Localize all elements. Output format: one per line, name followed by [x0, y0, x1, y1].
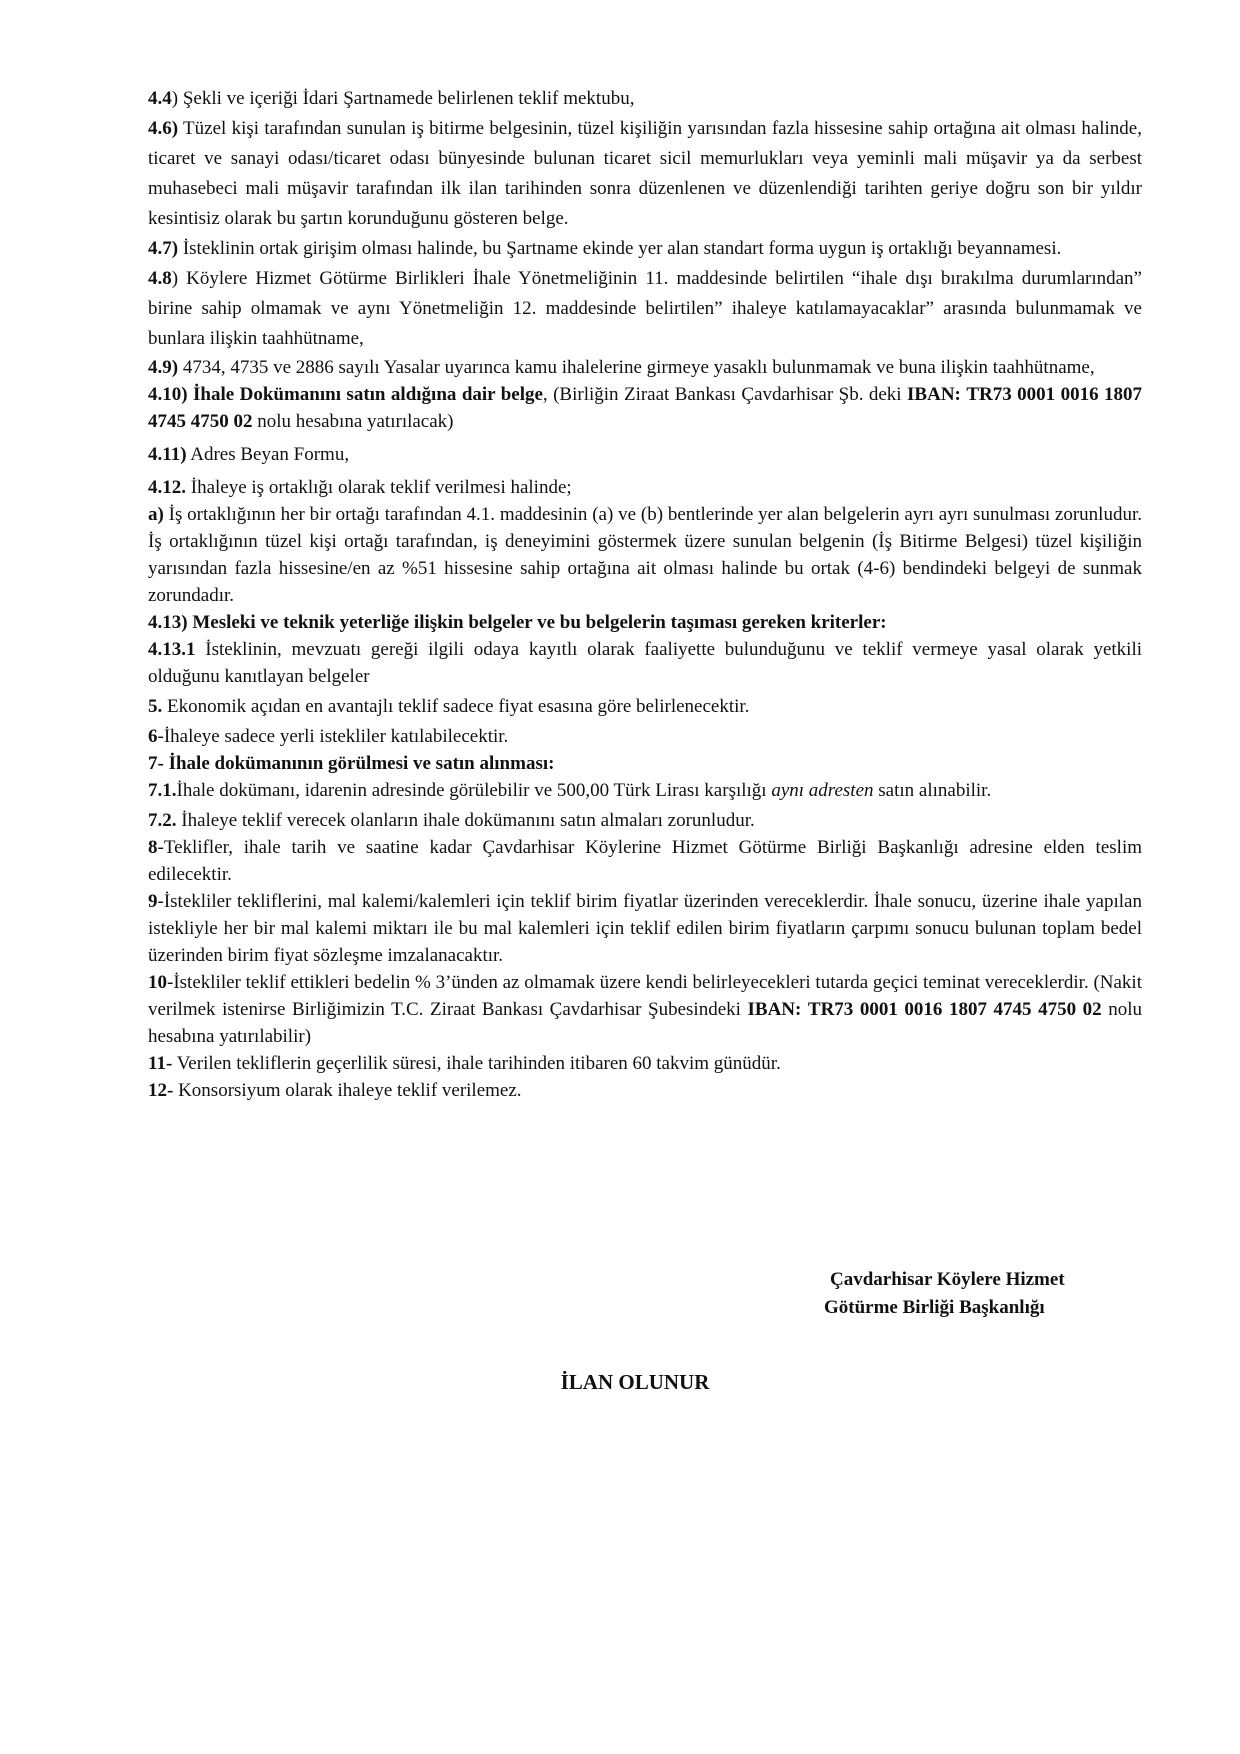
- item-text: İş ortaklığının her bir ortağı tarafından 4.1. maddesinin (a) ve (b) bentlerinde yer alan belgelerin ayrı ayrı sunulması zorunludur. İş ortaklığının tüzel kişi ortağı tarafından, iş deneyimini göstermek üzere sunulan belgenin (İş Bitirme Belgesi) tüzel kişiliğin yarısından fazla hissesine/en az %51 hissesine sahip ortağına ait olması halinde bu ortak (4-6) bendindeki belgeyi de sunmak zorundadır.: [148, 504, 1142, 606]
- item-italic-text: aynı adresten: [771, 780, 874, 801]
- item-number: 4.8: [148, 268, 172, 289]
- document-body: [148, 84, 1142, 1104]
- item-number: 11-: [148, 1053, 173, 1074]
- item-text: -İstekliler teklif ettikleri bedelin % 3’ünden az olmamak üzere kendi belirleyecekleri tutarda geçici teminat vereceklerdir. (Nakit verilmek istenirse Birliğimizin T.C. Ziraat Bankası Çavdarhisar Şubesindeki: [148, 972, 1142, 1020]
- item-4-11: [148, 441, 1142, 468]
- item-bold-text: 7- İhale dokümanının görülmesi ve satın alınması:: [148, 753, 555, 774]
- item-number: a): [148, 504, 164, 525]
- item-text: Konsorsiyum olarak ihaleye teklif verilemez.: [173, 1080, 522, 1101]
- item-number: 8: [148, 837, 158, 858]
- item-text: 4734, 4735 ve 2886 sayılı Yasalar uyarınca kamu ihalelerine girmeye yasaklı bulunmamak ve buna ilişkin taahhütname,: [178, 357, 1095, 378]
- item-number: 4.12.: [148, 477, 186, 498]
- item-text: Tüzel kişi tarafından sunulan iş bitirme belgesinin, tüzel kişiliğin yarısından fazla hissesine sahip ortağına ait olması halinde, ticaret ve sanayi odası/ticaret odası bünyesinde bulunan ticaret sicil memurlukları veya yeminli mali müşavir ya da serbest muhasebeci mali müşavir tarafından ilk ilan tarihinden sonra düzenlenen ve düzenlendiği tarihten geriye doğru son bir yıldır kesintisiz olarak bu şartın korunduğunu gösteren belge.: [148, 118, 1142, 229]
- item-4-7: [148, 234, 1142, 264]
- item-text: Verilen tekliflerin geçerlilik süresi, ihale tarihinden itibaren 60 takvim günüdür.: [172, 1053, 781, 1074]
- item-7-1: [148, 777, 1142, 804]
- item-number: 4.13.1: [148, 639, 196, 660]
- item-4-4: [148, 84, 1142, 114]
- item-text: İsteklinin ortak girişim olması halinde, bu Şartname ekinde yer alan standart forma uygun iş ortaklığı beyannamesi.: [178, 238, 1062, 259]
- item-4-9: [148, 354, 1142, 381]
- item-text: Ekonomik açıdan en avantajlı teklif sadece fiyat esasına göre belirlenecektir.: [162, 696, 750, 717]
- item-text: Adres Beyan Formu,: [186, 444, 350, 465]
- item-number: 4.9): [148, 357, 179, 378]
- item-10: [148, 969, 1142, 1050]
- item-text: ) Şekli ve içeriği İdari Şartnamede belirlenen teklif mektubu,: [171, 88, 635, 109]
- item-number: 12-: [148, 1080, 174, 1101]
- item-number: 6: [148, 726, 158, 747]
- iban-label: IBAN:: [747, 999, 802, 1020]
- item-tail: satın alınabilir.: [873, 780, 992, 801]
- item-number: 9: [148, 891, 158, 912]
- item-number: 10: [148, 972, 167, 993]
- item-9: [148, 888, 1142, 969]
- item-number: 4.7): [148, 238, 179, 259]
- item-number: 4.11): [148, 444, 187, 465]
- item-text: İsteklinin, mevzuatı gereği ilgili odaya kayıtlı olarak faaliyette bulunduğunu ve teklif vermeye yasal olarak yetkili olduğunu kanıtlayan belgeler: [148, 639, 1142, 687]
- item-4-12: [148, 474, 1142, 501]
- item-number: 5.: [148, 696, 163, 717]
- item-4-10: [148, 381, 1142, 435]
- item-4-13-1: [148, 636, 1142, 690]
- item-text: -İstekliler tekliflerini, mal kalemi/kalemleri için teklif birim fiyatlar üzerinden vereceklerdir. İhale sonucu, üzerine ihale yapılan istekliyle her bir mal kalemi miktarı ile bu mal kalemleri için teklif edilen birim fiyatların çarpımı sonucu bulunan toplam bedel üzerinden birim fiyat sözleşme imzalanacaktır.: [148, 891, 1142, 966]
- item-text: İhale dokümanı, idarenin adresinde görülebilir ve 500,00 Türk Lirası karşılığı: [176, 780, 772, 801]
- item-text: İhaleye teklif verecek olanların ihale dokümanını satın almaları zorunludur.: [176, 810, 755, 831]
- item-6: [148, 723, 1142, 750]
- item-text: -Teklifler, ihale tarih ve saatine kadar Çavdarhisar Köylerine Hizmet Götürme Birliği Başkanlığı adresine elden teslim edilecektir.: [148, 837, 1142, 885]
- item-number: 7.2.: [148, 810, 177, 831]
- item-text: -İhaleye sadece yerli istekliler katılabilecektir.: [157, 726, 509, 747]
- item-tail: nolu hesabına yatırılabilir): [148, 999, 1143, 1047]
- item-12: [148, 1077, 1142, 1104]
- item-number: 4.4: [148, 88, 172, 109]
- item-number: 7.1.: [148, 780, 177, 801]
- item-4-13-heading: [148, 609, 1142, 636]
- item-a: [148, 501, 1142, 609]
- item-number: 4.10): [148, 384, 188, 405]
- item-text: ) Köylere Hizmet Götürme Birlikleri İhale Yönetmeliğinin 11. maddesinde belirtilen “ihale dışı bırakılma durumlarından” birine sahip olmamak ve aynı Yönetmeliğin 12. maddesinde belirtilen” ihaleye katılamayacaklar” arasında bulunmamak ve bunlara ilişkin taahhütname,: [148, 268, 1142, 349]
- iban-number: TR73 0001 0016 1807 4745 4750 02: [148, 384, 1143, 432]
- item-tail: nolu hesabına yatırılacak): [252, 411, 454, 432]
- closing-statement: İLAN OLUNUR: [560, 1370, 710, 1394]
- item-11: [148, 1050, 1142, 1077]
- signature-line-2: Götürme Birliği Başkanlığı: [824, 1297, 1045, 1318]
- item-text: İhaleye iş ortaklığı olarak teklif verilmesi halinde;: [186, 477, 572, 498]
- item-7-2: [148, 807, 1142, 834]
- item-bold-text: 4.13) Mesleki ve teknik yeterliğe ilişkin belgeler ve bu belgelerin taşıması gereken kriterler:: [148, 612, 887, 633]
- item-text: , (Birliğin Ziraat Bankası Çavdarhisar Şb. deki: [542, 384, 908, 405]
- signature-block: [824, 1266, 1065, 1322]
- item-4-8: [148, 264, 1142, 354]
- item-bold-text: İhale Dokümanını satın aldığına dair belge: [187, 384, 543, 405]
- iban-number: TR73 0001 0016 1807 4745 4750 02: [807, 999, 1102, 1020]
- item-number: 4.6): [148, 118, 179, 139]
- iban-label: IBAN:: [907, 384, 961, 405]
- item-8: [148, 834, 1142, 888]
- item-5: [148, 693, 1142, 720]
- item-7-heading: [148, 750, 1142, 777]
- item-4-6: [148, 114, 1142, 234]
- signature-line-1: Çavdarhisar Köylere Hizmet: [830, 1269, 1065, 1290]
